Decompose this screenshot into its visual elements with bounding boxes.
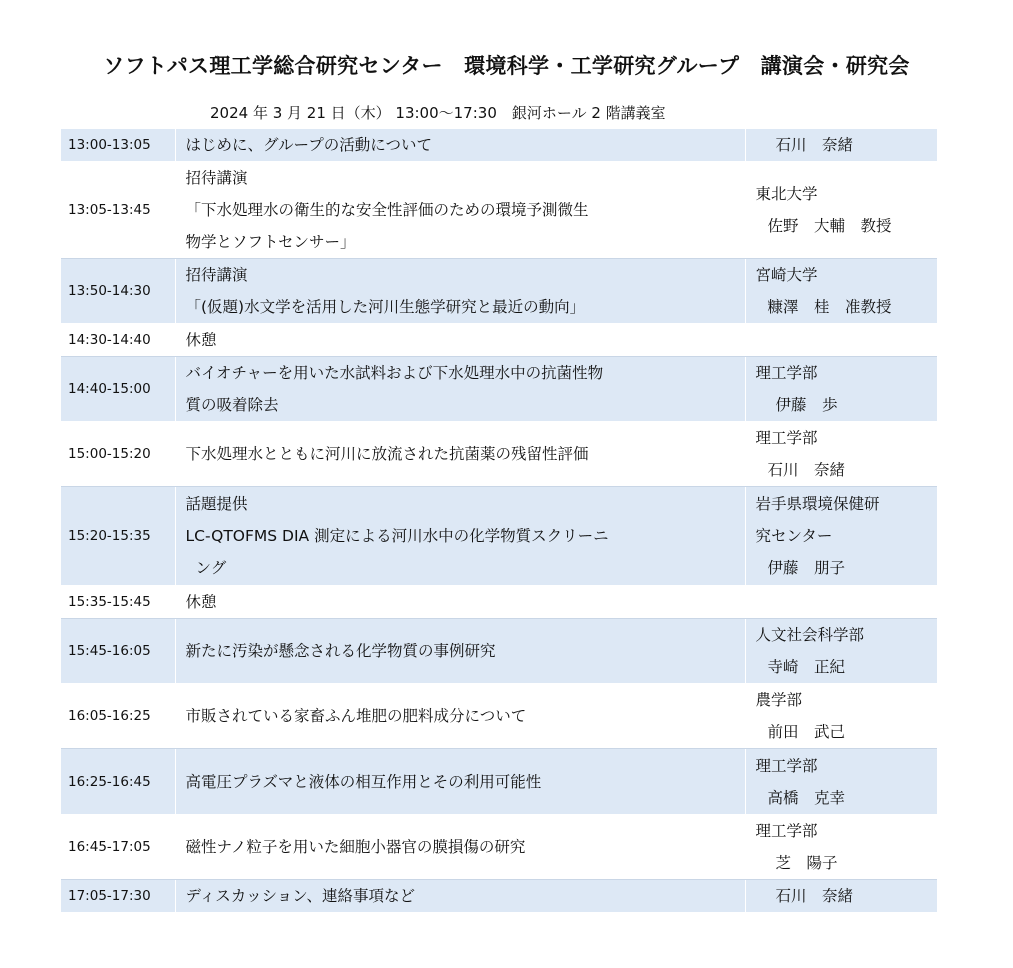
talk-title: [175, 815, 745, 880]
talk-title-line: 市販されている家畜ふん堆肥の肥料成分について: [185, 707, 527, 725]
talk-title-line: 休憩: [185, 593, 217, 611]
talk-title-line: 物学とソフトセンサー」: [185, 233, 356, 251]
talk-title: [175, 422, 745, 487]
time-slot: 15:20-15:35: [61, 487, 175, 586]
schedule-row: [61, 422, 937, 487]
speaker: [745, 324, 937, 357]
speaker: [745, 586, 937, 619]
speaker-name: 前田 武己: [767, 723, 846, 741]
speaker-name: 糠澤 桂 准教授: [767, 298, 892, 316]
time-slot: 15:45-16:05: [61, 619, 175, 684]
time-slot: 14:40-15:00: [61, 357, 175, 422]
time-slot: 16:05-16:25: [61, 684, 175, 749]
talk-title: [175, 749, 745, 815]
speaker-name: 高橋 克幸: [767, 788, 846, 807]
talk-title-line: 「下水処理水の衛生的な安全性評価のための環境予測微生: [185, 201, 589, 219]
speaker: [745, 129, 937, 162]
talk-title: [175, 129, 745, 162]
speaker: [745, 162, 937, 259]
schedule-row: [61, 162, 937, 259]
talk-title: [175, 586, 745, 619]
talk-title-line: 「(仮題)水文学を活用した河川生態学研究と最近の動向」: [185, 298, 586, 316]
speaker: [745, 259, 937, 324]
speaker: [745, 619, 937, 684]
time-slot: 15:00-15:20: [61, 422, 175, 487]
talk-title-line: バイオチャーを用いた水試料および下水処理水中の抗菌性物: [185, 364, 604, 382]
speaker-affiliation: 究センター: [755, 527, 833, 545]
page-title: ソフトパス理工学総合研究センター 環境科学・工学研究グループ 講演会・研究会: [103, 54, 910, 78]
talk-title-line: LC-QTOFMS DIA 測定による河川水中の化学物質スクリーニ: [185, 527, 609, 545]
talk-title: [175, 684, 745, 749]
schedule-row: [61, 487, 937, 586]
speaker-name: 芝 陽子: [775, 854, 838, 872]
talk-title-line: はじめに、グループの活動について: [185, 136, 432, 154]
speaker-affiliation: 理工学部: [755, 756, 818, 775]
speaker: [745, 684, 937, 749]
speaker-affiliation: 宮崎大学: [755, 266, 818, 284]
speaker-name: 伊藤 朋子: [767, 559, 846, 577]
speaker-name: 佐野 大輔 教授: [767, 217, 892, 235]
speaker: [745, 422, 937, 487]
time-slot: 13:05-13:45: [61, 162, 175, 259]
talk-title-line: 招待講演: [185, 266, 248, 284]
time-slot: 16:45-17:05: [61, 815, 175, 880]
time-slot: 16:25-16:45: [61, 749, 175, 815]
schedule-row: [61, 129, 937, 162]
talk-title: [175, 619, 745, 684]
speaker-affiliation: 理工学部: [755, 364, 818, 382]
talk-title-line: ング: [195, 559, 227, 577]
talk-title: [175, 880, 745, 913]
time-slot: 17:05-17:30: [61, 880, 175, 913]
speaker-name: 寺崎 正紀: [767, 658, 846, 676]
time-slot: 15:35-15:45: [61, 586, 175, 619]
time-slot: 13:00-13:05: [61, 129, 175, 162]
talk-title-line: 磁性ナノ粒子を用いた細胞小器官の膜損傷の研究: [185, 838, 526, 856]
schedule-row: [61, 324, 937, 357]
schedule-row: [61, 259, 937, 324]
speaker: [745, 880, 937, 913]
talk-title: [175, 487, 745, 586]
speaker-affiliation: 理工学部: [755, 429, 818, 447]
speaker-affiliation: 理工学部: [755, 822, 818, 840]
talk-title: [175, 259, 745, 324]
talk-title-line: 質の吸着除去: [185, 396, 279, 414]
schedule-row: [61, 619, 937, 684]
time-slot: 13:50-14:30: [61, 259, 175, 324]
schedule-row: [61, 749, 937, 815]
schedule-table: [61, 129, 937, 913]
speaker-affiliation: 岩手県環境保健研: [755, 495, 880, 513]
time-slot: 14:30-14:40: [61, 324, 175, 357]
speaker-affiliation: 農学部: [755, 691, 803, 709]
speaker-affiliation: 東北大学: [755, 185, 818, 203]
speaker: [745, 487, 937, 586]
speaker: [745, 815, 937, 880]
speaker-name: 石川 奈緒: [775, 887, 854, 905]
talk-title: [175, 324, 745, 357]
talk-title-line: ディスカッション、連絡事項など: [185, 887, 416, 905]
talk-title-line: 高電圧プラズマと液体の相互作用とその利用可能性: [185, 772, 542, 791]
talk-title-line: 招待講演: [185, 169, 248, 187]
speaker: [745, 357, 937, 422]
speaker-name: 石川 奈緒: [767, 461, 846, 479]
event-date-venue: 2024 年 3 月 21 日（木） 13:00～17:30 銀河ホール 2 階講義室: [210, 104, 666, 122]
speaker: [745, 749, 937, 815]
talk-title: [175, 357, 745, 422]
schedule-row: [61, 586, 937, 619]
speaker-affiliation: 人文社会科学部: [755, 626, 865, 644]
schedule-row: [61, 357, 937, 422]
talk-title: [175, 162, 745, 259]
schedule-row: [61, 815, 937, 880]
speaker-name: 石川 奈緒: [775, 136, 854, 154]
talk-title-line: 新たに汚染が懸念される化学物質の事例研究: [185, 642, 496, 660]
speaker-name: 伊藤 歩: [775, 396, 838, 414]
talk-title-line: 下水処理水とともに河川に放流された抗菌薬の残留性評価: [185, 445, 589, 463]
talk-title-line: 休憩: [185, 331, 217, 349]
talk-title-line: 話題提供: [185, 495, 248, 513]
schedule-row: [61, 684, 937, 749]
schedule-row: [61, 880, 937, 913]
